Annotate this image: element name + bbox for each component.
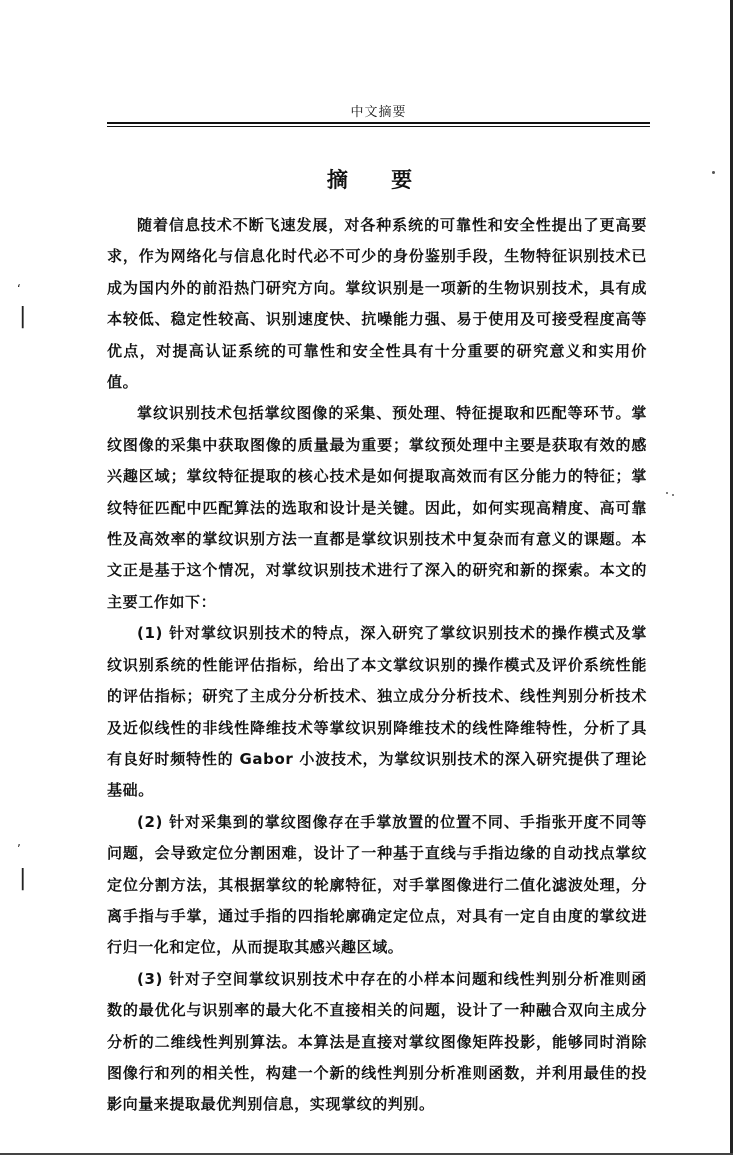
scan-dot [672, 494, 674, 496]
header-rule-thin [107, 126, 650, 127]
paragraph: (3) 针对子空间掌纹识别技术中存在的小样本问题和线性判别分析准则函数的最优化与识别率的最大化不直接相关的问题，设计了一种融合双向主成分分析的二维线性判别算法。本算法是直接对掌纹图像矩阵投影，能够同时消除图像行和列的相关性，构建一个新的线性判别分析准则函数，并利用最佳的投影向量来提取最优判别信息，实现掌纹的判别。 [107, 969, 647, 1114]
paragraph: (1) 针对掌纹识别技术的特点，深入研究了掌纹识别技术的操作模式及掌纹识别系统的性能评估指标，给出了本文掌纹识别的操作模式及评价系统性能的评估指标；研究了主成分分析技术、独立成分分析技术、线性判别分析技术及近似线性的非线性降维技术等掌纹识别降维技术的线性降维特性，分析了具有良好时频特性的 Gabor 小波技术，为掌纹识别技术的深入研究提供了理论基础。 [107, 624, 647, 800]
scan-dot [666, 492, 668, 494]
header-rule [107, 122, 650, 124]
scan-mark: ʼ [17, 842, 21, 856]
scan-dot [712, 171, 715, 174]
running-header: 中文摘要 [350, 105, 407, 120]
abstract-body [107, 210, 647, 1121]
paragraph: 掌纹识别技术包括掌纹图像的采集、预处理、特征提取和匹配等环节。掌纹图像的采集中获取图像的质量最为重要；掌纹预处理中主要是获取有效的感兴趣区域；掌纹特征提取的核心技术是如何提取高效而有区分能力的特征；掌纹特征匹配中匹配算法的选取和设计是关键。因此，如何实现高精度、高可靠性及高效率的掌纹识别方法一直都是掌纹识别技术中复杂而有意义的课题。本文正是基于这个情况，对掌纹识别技术进行了深入的研究和新的探索。本文的主要工作如下： [107, 404, 647, 611]
paragraph: (2) 针对采集到的掌纹图像存在手掌放置的位置不同、手指张开度不同等问题，会导致定位分割困难，设计了一种基于直线与手指边缘的自动找点掌纹定位分割方法，其根据掌纹的轮廓特征，对手掌图像进行二值化滤波处理，分离手指与手掌，通过手指的四指轮廓确定定位点，对具有一定自由度的掌纹进行归一化和定位，从而提取其感兴趣区域。 [107, 812, 647, 957]
paragraph: 随着信息技术不断飞速发展，对各种系统的可靠性和安全性提出了更高要求，作为网络化与信息化时代必不可少的身份鉴别手段，生物特征识别技术已成为国内外的前沿热门研究方向。掌纹识别是一项新的生物识别技术，具有成本较低、稳定性较高、识别速度快、抗噪能力强、易于使用及可接受程度高等优点，对提高认证系统的可靠性和安全性具有十分重要的研究意义和实用价值。 [107, 216, 647, 392]
scan-mark: | [19, 304, 27, 329]
scan-mark: | [19, 866, 27, 891]
scan-mark: ʻ [17, 282, 21, 296]
page-title: 摘 要 [326, 168, 431, 192]
